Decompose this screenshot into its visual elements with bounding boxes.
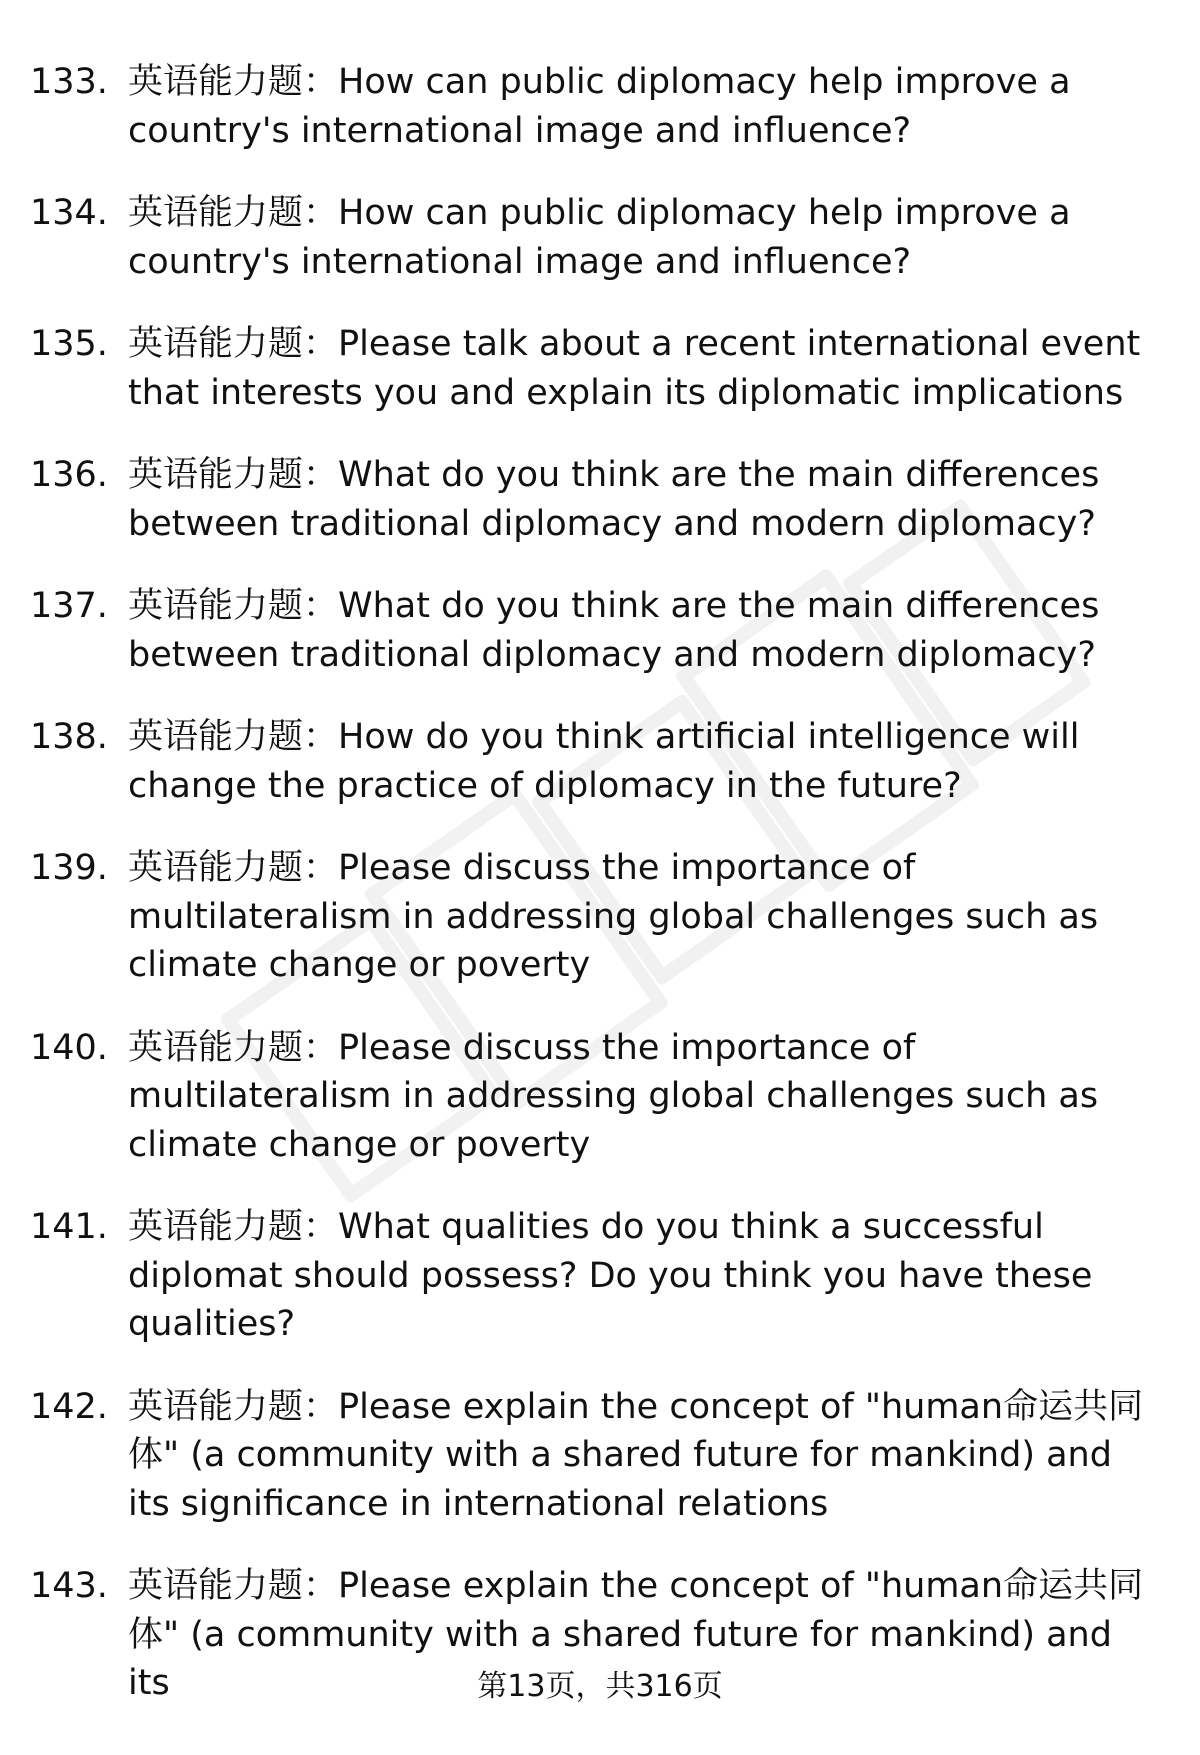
question-item bbox=[0, 1203, 1200, 1349]
question-number: 136. bbox=[30, 455, 108, 495]
question-item bbox=[0, 451, 1200, 548]
question-text: What do you think are the main differences between traditional diplomacy and modern diplomacy? bbox=[128, 455, 1100, 544]
question-category: 英语能力题： bbox=[128, 1027, 339, 1068]
question-number: 141. bbox=[30, 1207, 108, 1247]
question-category: 英语能力题： bbox=[128, 1207, 339, 1247]
question-category: 英语能力题： bbox=[128, 193, 339, 233]
question-item bbox=[0, 58, 1200, 155]
question-item bbox=[0, 1383, 1200, 1529]
question-text: What qualities do you think a successful diplomat should possess? Do you think you have these qualities? bbox=[128, 1207, 1093, 1344]
question-number: 143. bbox=[30, 1566, 108, 1606]
question-number: 138. bbox=[30, 717, 108, 757]
question-number: 135. bbox=[30, 324, 108, 364]
question-text: Please explain the concept of "human命运共同体" (a community with a shared future for mankind) and its significance in international relations bbox=[128, 1386, 1144, 1524]
question-number: 142. bbox=[30, 1386, 108, 1427]
question-item bbox=[0, 1024, 1200, 1170]
question-category: 英语能力题： bbox=[128, 62, 339, 102]
question-text: Please discuss the importance of multilateralism in addressing global challenges such as climate change or poverty bbox=[128, 848, 1099, 985]
question-category: 英语能力题： bbox=[128, 455, 339, 495]
question-text: What do you think are the main differences between traditional diplomacy and modern diplomacy? bbox=[128, 586, 1100, 675]
question-item bbox=[0, 713, 1200, 810]
question-list bbox=[0, 58, 1200, 1742]
question-number: 140. bbox=[30, 1027, 108, 1068]
question-text: How can public diplomacy help improve a country's international image and influence? bbox=[128, 193, 1071, 282]
question-category: 英语能力题： bbox=[128, 586, 339, 626]
question-item bbox=[0, 582, 1200, 679]
page-number-label: 第13页，共316页 bbox=[477, 1669, 723, 1704]
question-text: How do you think artificial intelligence will change the practice of diplomacy in the future? bbox=[128, 717, 1080, 806]
question-category: 英语能力题： bbox=[128, 1386, 339, 1427]
question-text: Please explain the concept of "human命运共同体" (a community with a shared future for mankind) and its bbox=[128, 1566, 1144, 1703]
question-text: Please talk about a recent international event that interests you and explain its diplomatic implications bbox=[128, 324, 1141, 413]
question-number: 134. bbox=[30, 193, 108, 233]
question-item bbox=[0, 189, 1200, 286]
question-number: 137. bbox=[30, 586, 108, 626]
question-text: Please discuss the importance of multilateralism in addressing global challenges such as climate change or poverty bbox=[128, 1027, 1099, 1165]
question-category: 英语能力题： bbox=[128, 1566, 339, 1606]
page-footer bbox=[0, 1667, 1200, 1707]
question-number: 133. bbox=[30, 62, 108, 102]
question-category: 英语能力题： bbox=[128, 717, 339, 757]
question-category: 英语能力题： bbox=[128, 848, 339, 888]
question-category: 英语能力题： bbox=[128, 324, 339, 364]
question-number: 139. bbox=[30, 848, 108, 888]
question-item bbox=[0, 320, 1200, 417]
question-text: How can public diplomacy help improve a country's international image and influence? bbox=[128, 62, 1071, 151]
question-item bbox=[0, 844, 1200, 990]
